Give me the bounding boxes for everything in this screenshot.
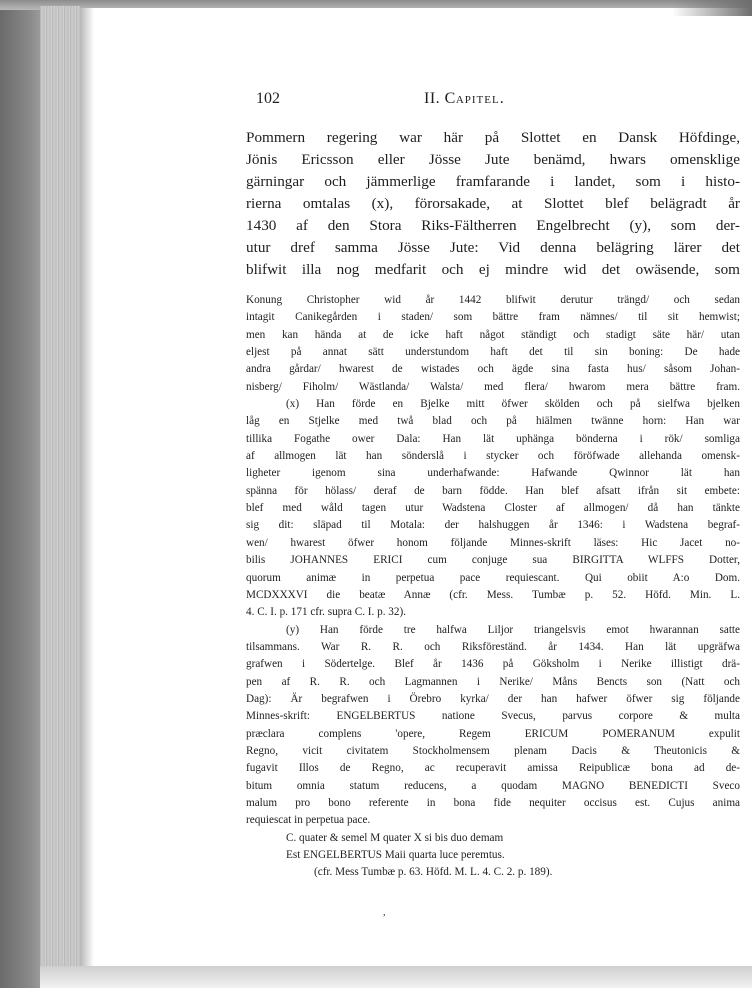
footnote-line: MCDXXXVI die beatæ Annæ (cfr. Mess. Tumbæ p. 52. Höfd. Min. L. xyxy=(246,588,740,601)
citation-line: (cfr. Mess Tumbæ p. 63. Höfd. M. L. 4. C. 2. p. 189). xyxy=(314,866,553,879)
chapter-title-rest: apitel xyxy=(455,90,500,107)
gutter-shadow xyxy=(80,8,94,966)
scanner-bed-edge xyxy=(0,0,40,988)
footnote-line: andra gårdar/ hwarest de wistades och ägde sina fasta hus/ såsom Johan- xyxy=(246,363,740,376)
chapter-title-prefix: II. C xyxy=(424,90,456,107)
footnote-line: grafwen i Södertelge. Blef år 1436 på Göksholm i Nerike illistigt drä- xyxy=(246,658,740,671)
footnote-line: quorum animæ in perpetua pace requiescant. Qui obiit A:o Dom. xyxy=(246,571,740,584)
footnote-line: ligheter igenom sina underhafwande: Hafwande Qwinnor lät han xyxy=(246,467,740,480)
main-text-line: Jönis Ericsson eller Jösse Jute benämd, hwars omensklige xyxy=(246,151,740,168)
footnote-line: pen af R. R. och Lagmannen i Nerike/ Måns Bencts son (Natt och xyxy=(246,675,740,688)
footnote-line: Regno, vicit civitatem Stockholmensem plenam Dacis & Theutonicis & xyxy=(246,744,740,757)
footnote-line: nisberg/ Fiholm/ Wästlanda/ Walsta/ med flera/ hwarom mera bättre fram. xyxy=(246,380,740,393)
epitaph-line: Est ENGELBERTUS Maii quarta luce peremtus. xyxy=(286,849,505,861)
stray-ink-mark: , xyxy=(383,907,386,918)
footnote-line: Dag): Är begrafwen i Örebro kyrka/ der han hafwer öfwer sig följande xyxy=(246,692,740,705)
footnote-line: eljest på annat sätt understundom haft det til sin boning: De hade xyxy=(246,346,740,359)
footnote-line: spänna för hölass/ deraf de barn födde. Han blef afsatt ifrån sit embete: xyxy=(246,484,740,497)
footnotes-block xyxy=(246,292,740,882)
main-text-line: rierna omtalas (x), förorsakade, at Slottet blef belägradt år xyxy=(246,195,740,212)
footnote-line: Minnes-skrift: ENGELBERTUS natione Svecus, parvus corpore & multa xyxy=(246,710,740,723)
top-edge-wear xyxy=(672,0,752,16)
main-text-line: utur dref samma Jösse Jute: Vid denna belägring lärer det xyxy=(246,239,740,256)
epitaph-line: C. quater & semel M quater X si bis duo demam xyxy=(286,831,504,844)
footnote-line: requiescat in perpetua pace. xyxy=(246,814,371,827)
footnote-line: tilsammans. War R. R. och Riksföreständ. år 1434. Han lät upgräfwa xyxy=(246,640,740,653)
footnote-line: tillika Fogathe ower Dala: Han lät uphänga bönderna i rök/ somliga xyxy=(246,432,740,445)
footnote-line: 4. C. I. p. 171 cfr. supra C. I. p. 32). xyxy=(246,606,407,619)
main-text-line: 1430 af den Stora Riks-Fältherren Engelbrecht (y), som der- xyxy=(246,217,740,234)
footnote-line: bitum omnia statum reducens, a quodam MAGNO BENEDICTI Sveco xyxy=(246,779,740,792)
main-text-line: blifwit illa nog medfarit och ej mindre wid det owäsende, som xyxy=(246,261,740,278)
footnote-line: blef med wåld tagen utur Wadstena Closter af allmogen/ då han tänkte xyxy=(246,502,740,515)
main-text-block xyxy=(246,127,740,281)
footnote-line: Konung Christopher wid år 1442 blifwit derutur trängd/ och sedan xyxy=(246,294,740,306)
footnote-line: af allmogen lät han sönderslå i stycker och föröfwade allehanda omensk- xyxy=(246,450,740,463)
footnote-y-start: (y) Han förde tre halfwa Liljor triangelsvis emot hwarannan satte xyxy=(286,623,740,636)
chapter-title xyxy=(424,87,504,111)
footnote-line: intagit Canikegården i staden/ som bättre fram nämnes/ til sit hemwist; xyxy=(246,311,740,324)
book-page-stack xyxy=(40,6,80,966)
footnote-line: låg en Stjelke med twå blad och på hiälmen twänne horn: Han war xyxy=(246,415,740,428)
bottom-shadow xyxy=(40,966,752,988)
main-text-line: gärningar och jämmerlige framfarande i landet, som i histo- xyxy=(246,173,740,190)
footnote-line: sig dit: släpad til Motala: der halshuggen år 1346: i Wadstena begraf- xyxy=(246,519,740,532)
footnote-line: wen/ hwarest öfwer honom följande Minnes-skrift läses: Hic Jacet no- xyxy=(246,536,740,549)
main-text-line: Pommern regering war här på Slottet en Dansk Höfdinge, xyxy=(246,129,740,146)
footnote-line: bilis JOHANNES ERICI cum conjuge sua BIRGITTA WLFFS Dotter, xyxy=(246,554,740,567)
footnote-line: malum pro bono referente in bona fide nequiter occisus est. Cujus anima xyxy=(246,796,740,809)
chapter-title-end: . xyxy=(499,90,505,107)
footnote-line: fugavit Illos de Regno, ac recuperavit amissa Reipublicæ bona ad de- xyxy=(246,762,740,775)
page-number: 102 xyxy=(256,90,280,107)
running-header xyxy=(256,87,746,111)
footnote-x-start: (x) Han förde en Bjelke mitt öfwer skölden och på sielfwa bjelken xyxy=(286,398,740,411)
footnote-line: præclara complens 'opere, Regem ERICUM POMERANUM expulit xyxy=(246,727,740,740)
footnote-line: men kan hända at de icke haft något ständigt och stadigt säte här/ utan xyxy=(246,328,740,341)
